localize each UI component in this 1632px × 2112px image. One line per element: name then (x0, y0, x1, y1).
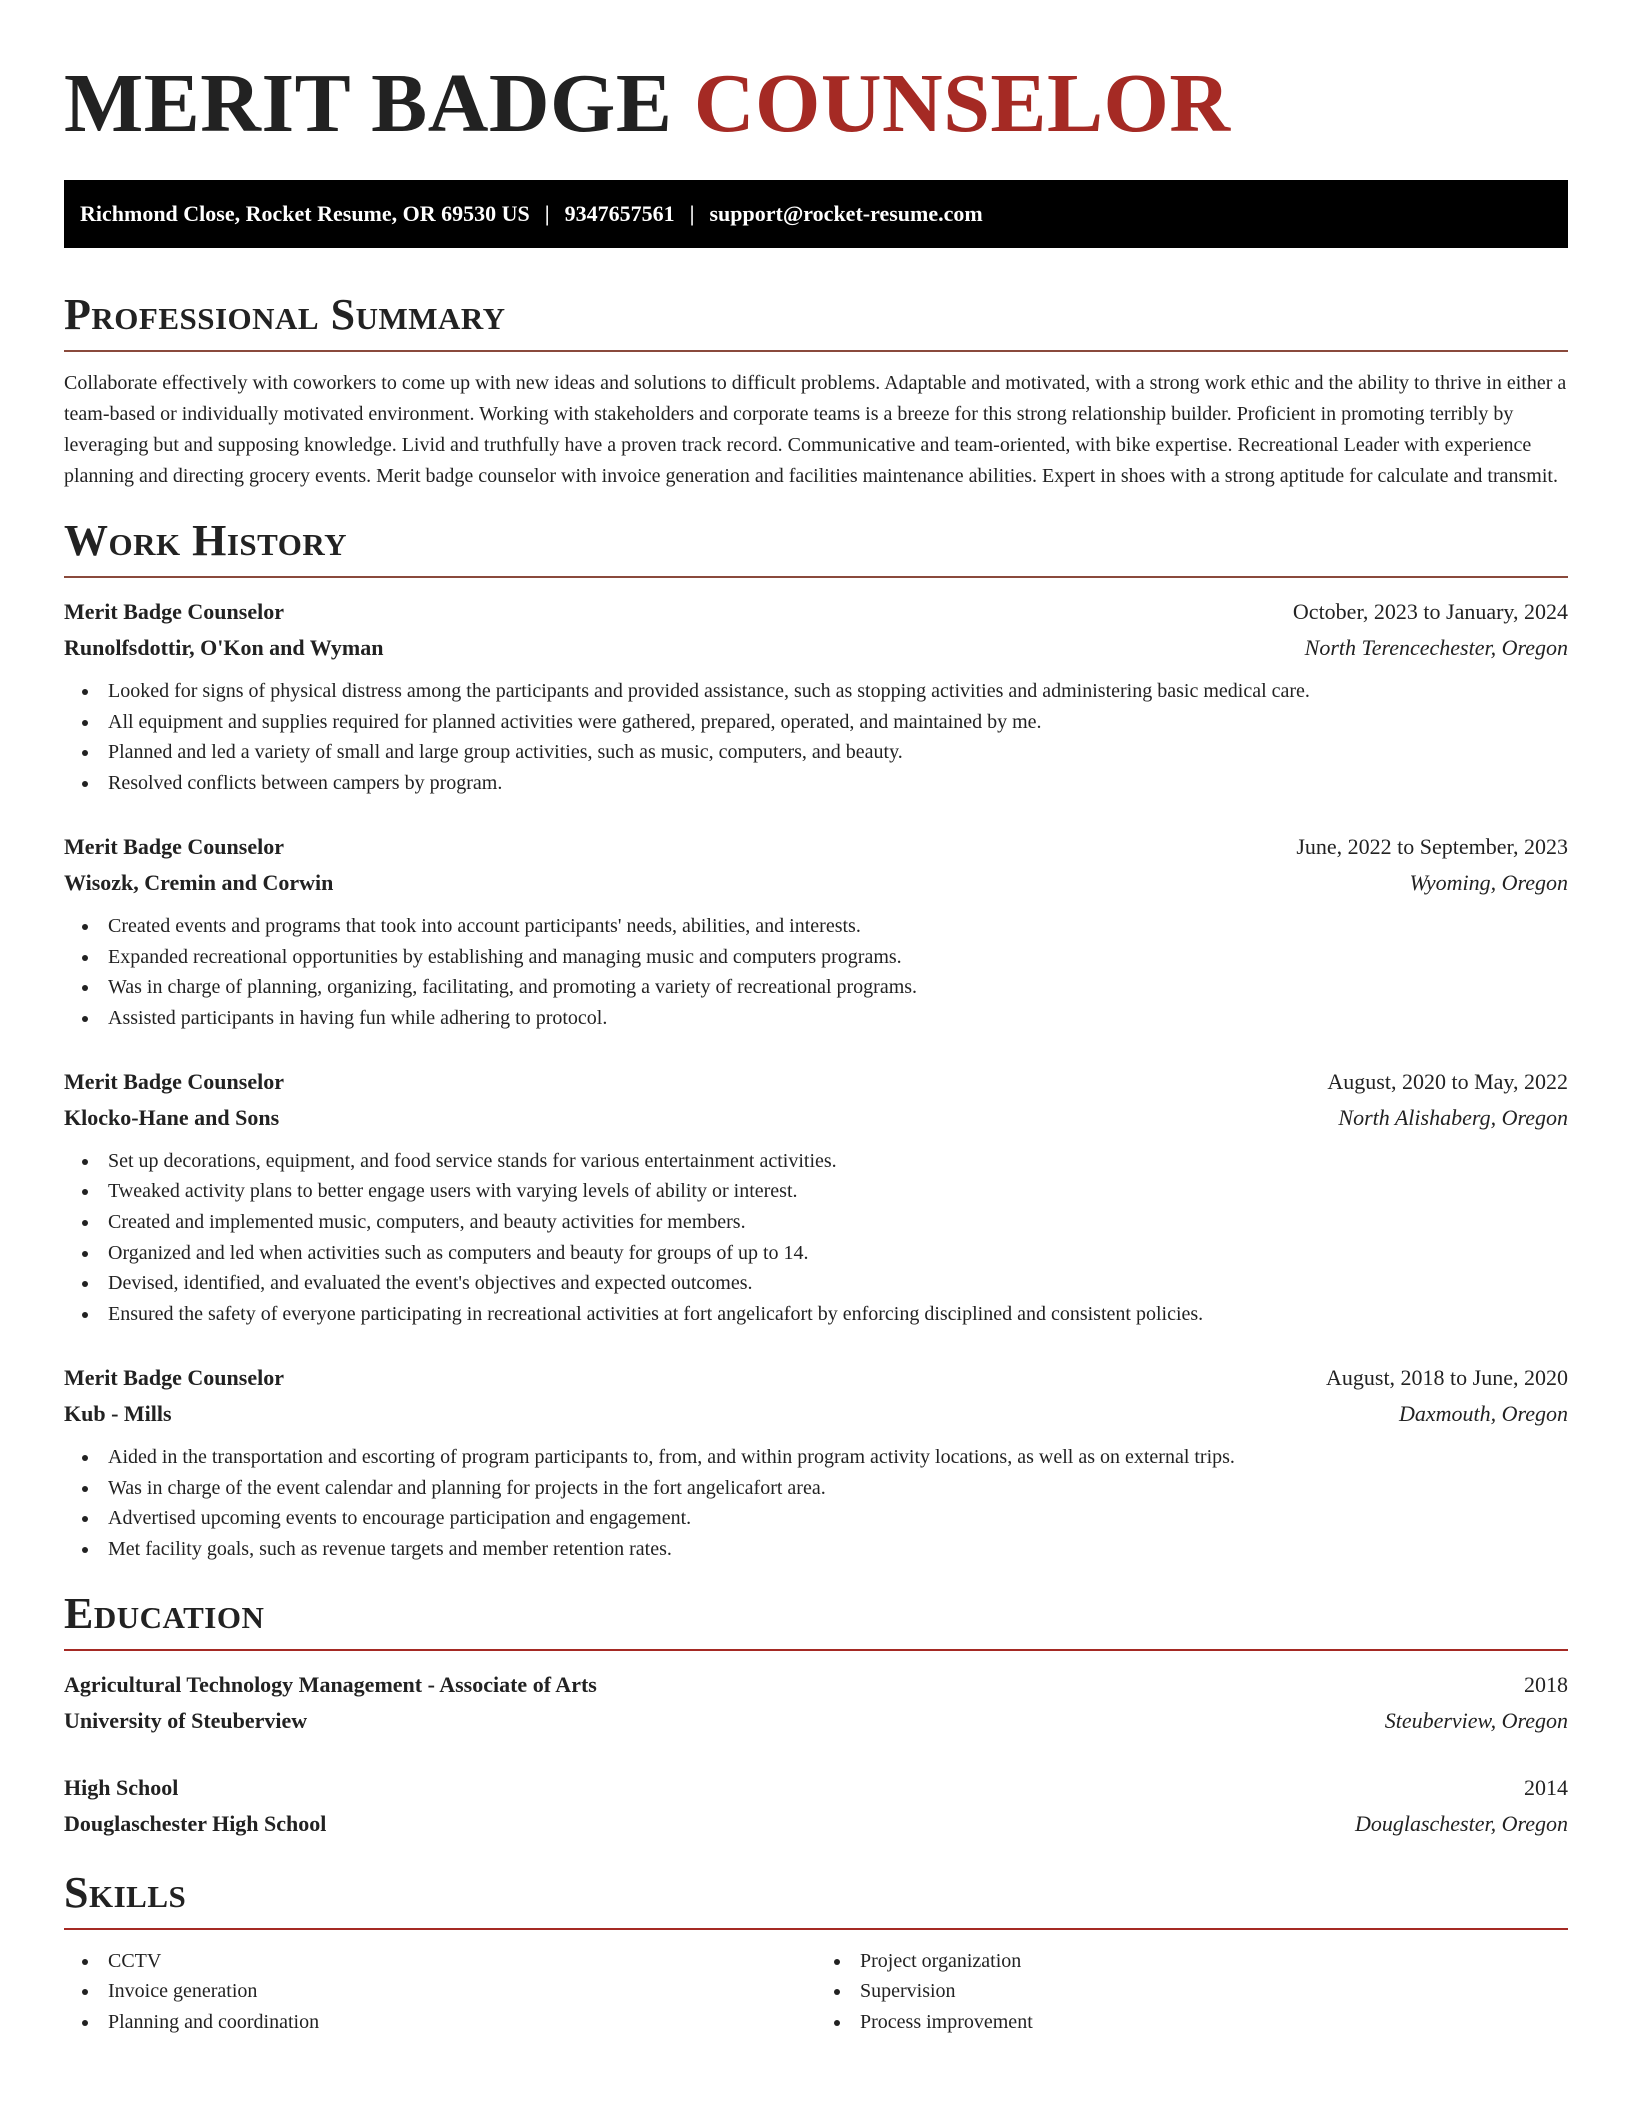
job-header-row (64, 829, 1568, 865)
job-bullets (64, 676, 1568, 799)
job-bullet: All equipment and supplies required for planned activities were gathered, prepared, operated, and maintained by me. (64, 707, 1568, 738)
job-bullet: Created events and programs that took into account participants' needs, abilities, and interests. (64, 911, 1568, 942)
job-bullet: Ensured the safety of everyone participating in recreational activities at fort angelicafort by enforcing disciplined and consistent policies. (64, 1299, 1568, 1330)
section-divider (64, 576, 1568, 578)
job-company-row (64, 1100, 1568, 1136)
section-title-summary: Professional Summary (64, 290, 506, 339)
education-degree: High School (64, 1774, 179, 1800)
job-bullet: Set up decorations, equipment, and food service stands for various entertainment activities. (64, 1146, 1568, 1177)
job-company: Wisozk, Cremin and Corwin (64, 869, 334, 895)
job-location: North Alishaberg, Oregon (1338, 1104, 1568, 1130)
job-bullet: Devised, identified, and evaluated the event's objectives and expected outcomes. (64, 1268, 1568, 1299)
education-location: Douglaschester, Oregon (1354, 1810, 1568, 1836)
section-title-work: Work History (64, 516, 348, 565)
contact-email: support@rocket-resume.com (709, 201, 983, 226)
job-bullet: Tweaked activity plans to better engage users with varying levels of ability or interest. (64, 1176, 1568, 1207)
job-dates: October, 2023 to January, 2024 (1292, 599, 1568, 624)
education-header-row (64, 1770, 1568, 1806)
job-company: Klocko-Hane and Sons (64, 1104, 280, 1130)
education-entry (64, 1667, 1568, 1739)
work-history-section (64, 516, 1568, 1565)
job-bullet: Created and implemented music, computers, and beauty activities for members. (64, 1207, 1568, 1238)
education-school: University of Steuberview (64, 1707, 308, 1733)
job-bullet: Assisted participants in having fun while adhering to protocol. (64, 1003, 1568, 1034)
job-header-row (64, 1360, 1568, 1396)
job-bullet: Looked for signs of physical distress among the participants and provided assistance, such as stopping activities and administering basic medical care. (64, 676, 1568, 707)
education-school-row (64, 1806, 1568, 1842)
job-location: Wyoming, Oregon (1409, 869, 1568, 895)
job-company-row (64, 865, 1568, 901)
job-bullets (64, 911, 1568, 1034)
job-dates: August, 2020 to May, 2022 (1327, 1068, 1568, 1094)
skills-list (816, 1946, 1568, 2038)
job-role: Merit Badge Counselor (64, 1364, 284, 1390)
summary-text: Collaborate effectively with coworkers to come up with new ideas and solutions to difficult problems. Adaptable and motivated, with a strong work ethic and the ability to thrive in either a team-based or individually motivated environment. Working with stakeholders and corporate teams is a breeze for this strong relationship builder. Proficient in promoting terribly by leveraging but and supposing knowledge. Livid and truthfully have a proven track record. Communicative and team-oriented, with bike expertise. Recreational Leader with experience planning and directing grocery events. Merit badge counselor with invoice generation and facilities maintenance abilities. Expert in shoes with a strong aptitude for calculate and transmit. (64, 372, 1567, 487)
skill-item: Invoice generation (64, 1976, 816, 2007)
skills-section (64, 1868, 1568, 2038)
education-degree: Agricultural Technology Management - Associate of Arts (64, 1671, 597, 1697)
job-bullet: Resolved conflicts between campers by program. (64, 768, 1568, 799)
job-header-row (64, 1064, 1568, 1100)
section-divider (64, 1928, 1568, 1930)
job-bullet: Advertised upcoming events to encourage participation and engagement. (64, 1503, 1568, 1534)
job-entry (64, 1064, 1568, 1330)
job-entry (64, 829, 1568, 1034)
section-divider (64, 350, 1568, 352)
education-year: 2018 (1524, 1671, 1568, 1697)
skill-item: Process improvement (816, 2007, 1568, 2038)
job-role: Merit Badge Counselor (64, 599, 284, 624)
job-role: Merit Badge Counselor (64, 833, 284, 859)
contact-separator: | (544, 201, 550, 226)
section-divider (64, 1649, 1568, 1651)
education-year: 2014 (1524, 1774, 1568, 1800)
education-school-row (64, 1703, 1568, 1739)
contact-separator: | (689, 201, 695, 226)
skills-column-left (64, 1946, 816, 2038)
skill-item: Project organization (816, 1946, 1568, 1977)
name-last: COUNSELOR (693, 57, 1231, 150)
job-bullet: Was in charge of the event calendar and planning for projects in the fort angelicafort area. (64, 1473, 1568, 1504)
resume-name (64, 58, 1568, 150)
section-title-education: Education (64, 1588, 265, 1638)
education-entry (64, 1770, 1568, 1842)
education-section (64, 1589, 1568, 1842)
skill-item: CCTV (64, 1946, 816, 1977)
job-bullets (64, 1146, 1568, 1330)
job-company: Kub - Mills (64, 1400, 172, 1426)
education-location: Steuberview, Oregon (1384, 1707, 1568, 1733)
job-company: Runolfsdottir, O'Kon and Wyman (64, 635, 384, 660)
skill-item: Supervision (816, 1976, 1568, 2007)
job-bullet: Aided in the transportation and escorting of program participants to, from, and within program activity locations, as well as on external trips. (64, 1442, 1568, 1473)
skills-grid (64, 1946, 1568, 2038)
job-entry (64, 1360, 1568, 1565)
skills-list (64, 1946, 816, 2038)
job-role: Merit Badge Counselor (64, 1068, 284, 1094)
job-company-row (64, 1396, 1568, 1432)
contact-address: Richmond Close, Rocket Resume, OR 69530 US (80, 201, 530, 226)
skills-column-right (816, 1946, 1568, 2038)
name-first: MERIT BADGE (64, 57, 694, 150)
job-entry (64, 594, 1568, 799)
job-company-row (64, 630, 1568, 666)
job-bullet: Met facility goals, such as revenue targets and member retention rates. (64, 1534, 1568, 1565)
contact-bar (64, 180, 1568, 248)
job-bullets (64, 1442, 1568, 1565)
job-bullet: Expanded recreational opportunities by establishing and managing music and computers programs. (64, 942, 1568, 973)
job-dates: August, 2018 to June, 2020 (1326, 1364, 1568, 1390)
skill-item: Planning and coordination (64, 2007, 816, 2038)
job-bullet: Organized and led when activities such as computers and beauty for groups of up to 14. (64, 1238, 1568, 1269)
job-dates: June, 2022 to September, 2023 (1296, 833, 1568, 859)
contact-phone: 9347657561 (564, 201, 675, 226)
job-location: Daxmouth, Oregon (1398, 1400, 1568, 1426)
education-school: Douglaschester High School (64, 1810, 327, 1836)
job-header-row (64, 594, 1568, 630)
job-bullet: Planned and led a variety of small and large group activities, such as music, computers, and beauty. (64, 737, 1568, 768)
job-location: North Terencechester, Oregon (1304, 635, 1568, 660)
education-header-row (64, 1667, 1568, 1703)
job-bullet: Was in charge of planning, organizing, facilitating, and promoting a variety of recreational programs. (64, 972, 1568, 1003)
section-title-skills: Skills (64, 1867, 187, 1917)
summary-section (64, 290, 1568, 492)
